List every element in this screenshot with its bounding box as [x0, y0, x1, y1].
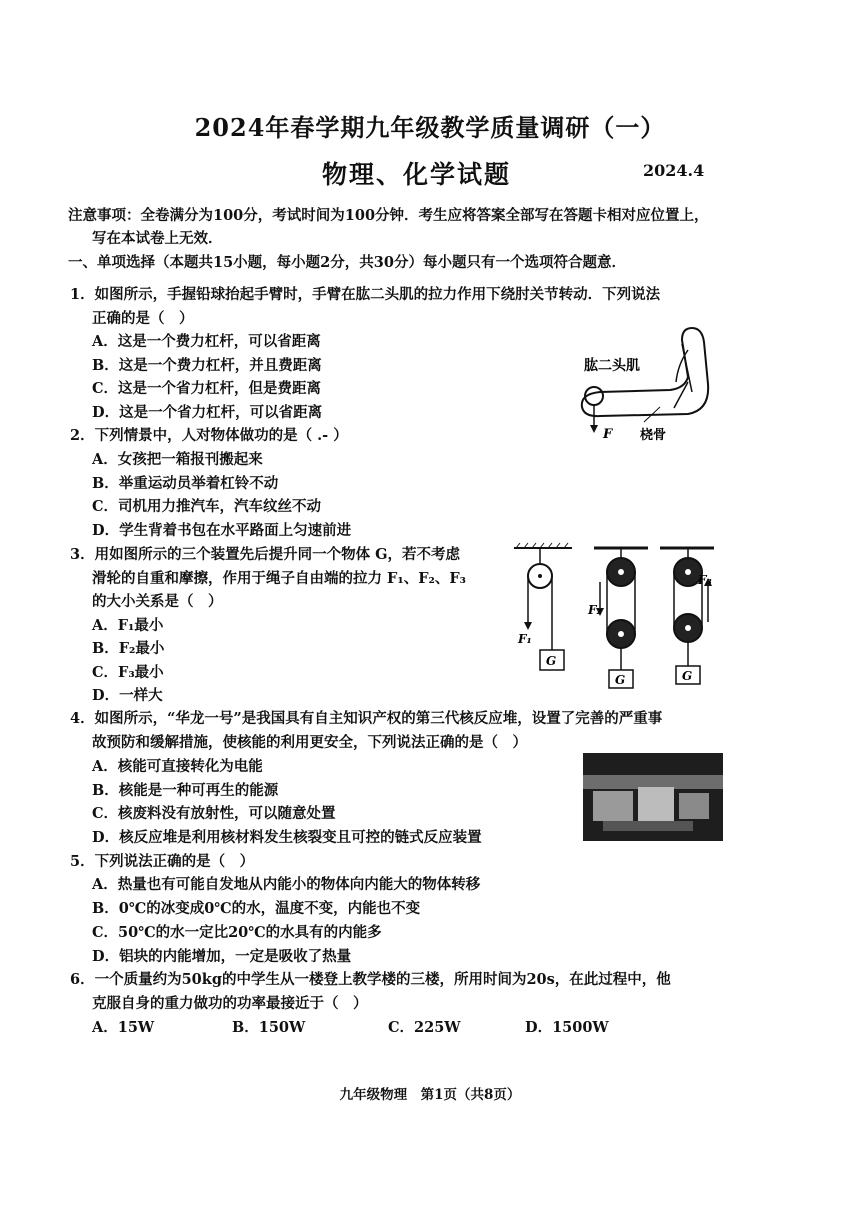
- q2-option-b: B．举重运动员举着杠铃不动: [92, 475, 279, 492]
- q3-stem-3: 的大小关系是（ ）: [92, 593, 223, 610]
- q6-option-d: D．1500W: [525, 1019, 609, 1036]
- q2-option-a: A．女孩把一箱报刊搬起来: [92, 451, 263, 468]
- q1-option-c: C．这是一个省力杠杆，但是费距离: [92, 380, 322, 397]
- exam-subtitle: 物理、化学试题: [322, 160, 512, 189]
- pulley-figure: [508, 542, 723, 690]
- q3-option-c: C．F₃最小: [92, 664, 164, 681]
- q6-option-b: B．150W: [232, 1019, 306, 1036]
- exam-date: 2024.4: [643, 161, 705, 180]
- q2-stem: 2．下列情景中，人对物体做功的是（ .- ）: [70, 427, 348, 444]
- q6-stem-2: 克服自身的重力做功的功率最接近于（ ）: [92, 995, 368, 1012]
- q4-stem-1: 4．如图所示，“华龙一号”是我国具有自主知识产权的第三代核反应堆，设置了完善的严重事: [70, 710, 663, 727]
- q5-option-a: A．热量也有可能自发地从内能小的物体向内能大的物体转移: [92, 876, 481, 893]
- notice-line-1: 注意事项：全卷满分为100分，考试时间为100分钟．考生应将答案全部写在答题卡相对应位置上，: [68, 207, 709, 224]
- q1-option-d: D．这是一个省力杠杆，可以省距离: [92, 404, 323, 421]
- q3-option-d: D．一样大: [92, 687, 163, 704]
- q5-option-c: C．50℃的水一定比20℃的水具有的内能多: [92, 924, 382, 941]
- exam-title: 2024年春学期九年级教学质量调研（一）: [194, 113, 666, 142]
- arm-lever-figure: [570, 322, 720, 447]
- q1-stem-2: 正确的是（ ）: [92, 310, 194, 327]
- q6-stem-1: 6．一个质量约为50kg的中学生从一楼登上教学楼的三楼，所用时间为20s，在此过程中，他: [70, 971, 671, 988]
- q3-stem-2: 滑轮的自重和摩擦，作用于绳子自由端的拉力 F₁、F₂、F₃: [92, 570, 466, 587]
- fig-g-label-2: G: [615, 673, 626, 687]
- section-heading: 一、单项选择（本题共15小题，每小题2分，共30分）每小题只有一个选项符合题意．: [68, 254, 626, 271]
- notice-line-2: 写在本试卷上无效．: [92, 230, 223, 247]
- q2-option-d: D．学生背着书包在水平路面上匀速前进: [92, 522, 352, 539]
- q4-option-b: B．核能是一种可再生的能源: [92, 782, 279, 799]
- page-footer: 九年级物理 第1页（共8页）: [339, 1087, 521, 1103]
- q4-option-d: D．核反应堆是利用核材料发生核裂变且可控的链式反应装置: [92, 829, 482, 846]
- q5-stem: 5．下列说法正确的是（ ）: [70, 853, 255, 870]
- q1-option-a: A．这是一个费力杠杆，可以省距离: [92, 333, 321, 350]
- fig-f3-label: F₃: [698, 573, 712, 587]
- fig-f1-label: F₁: [518, 632, 532, 646]
- fig-g-label-3: G: [682, 669, 693, 683]
- q1-stem-1: 1．如图所示，手握铅球抬起手臂时，手臂在肱二头肌的拉力作用下绕肘关节转动．下列说法: [70, 286, 661, 303]
- fig-bone-label: 桡骨: [640, 428, 667, 443]
- q4-option-a: A．核能可直接转化为电能: [92, 758, 263, 775]
- fig-muscle-label: 肱二头肌: [584, 358, 640, 374]
- reactor-photo: [583, 753, 723, 841]
- fig-g-label-1: G: [546, 654, 557, 668]
- q6-option-c: C．225W: [388, 1019, 461, 1036]
- fig-f2-label: F₂: [588, 603, 602, 617]
- q3-option-b: B．F₂最小: [92, 640, 165, 657]
- q5-option-b: B．0℃的冰变成0℃的水，温度不变，内能也不变: [92, 900, 421, 917]
- q3-stem-1: 3．用如图所示的三个装置先后提升同一个物体 G，若不考虑: [70, 546, 461, 563]
- q3-option-a: A．F₁最小: [92, 617, 164, 634]
- fig-force-label: F: [603, 427, 613, 442]
- q1-option-b: B．这是一个费力杠杆，并且费距离: [92, 357, 322, 374]
- q6-option-a: A．15W: [92, 1019, 155, 1036]
- q2-option-c: C．司机用力推汽车，汽车纹丝不动: [92, 498, 322, 515]
- q5-option-d: D．铝块的内能增加，一定是吸收了热量: [92, 948, 352, 965]
- q4-option-c: C．核废料没有放射性，可以随意处置: [92, 805, 336, 822]
- q4-stem-2: 故预防和缓解措施，使核能的利用更安全，下列说法正确的是（ ）: [92, 734, 527, 751]
